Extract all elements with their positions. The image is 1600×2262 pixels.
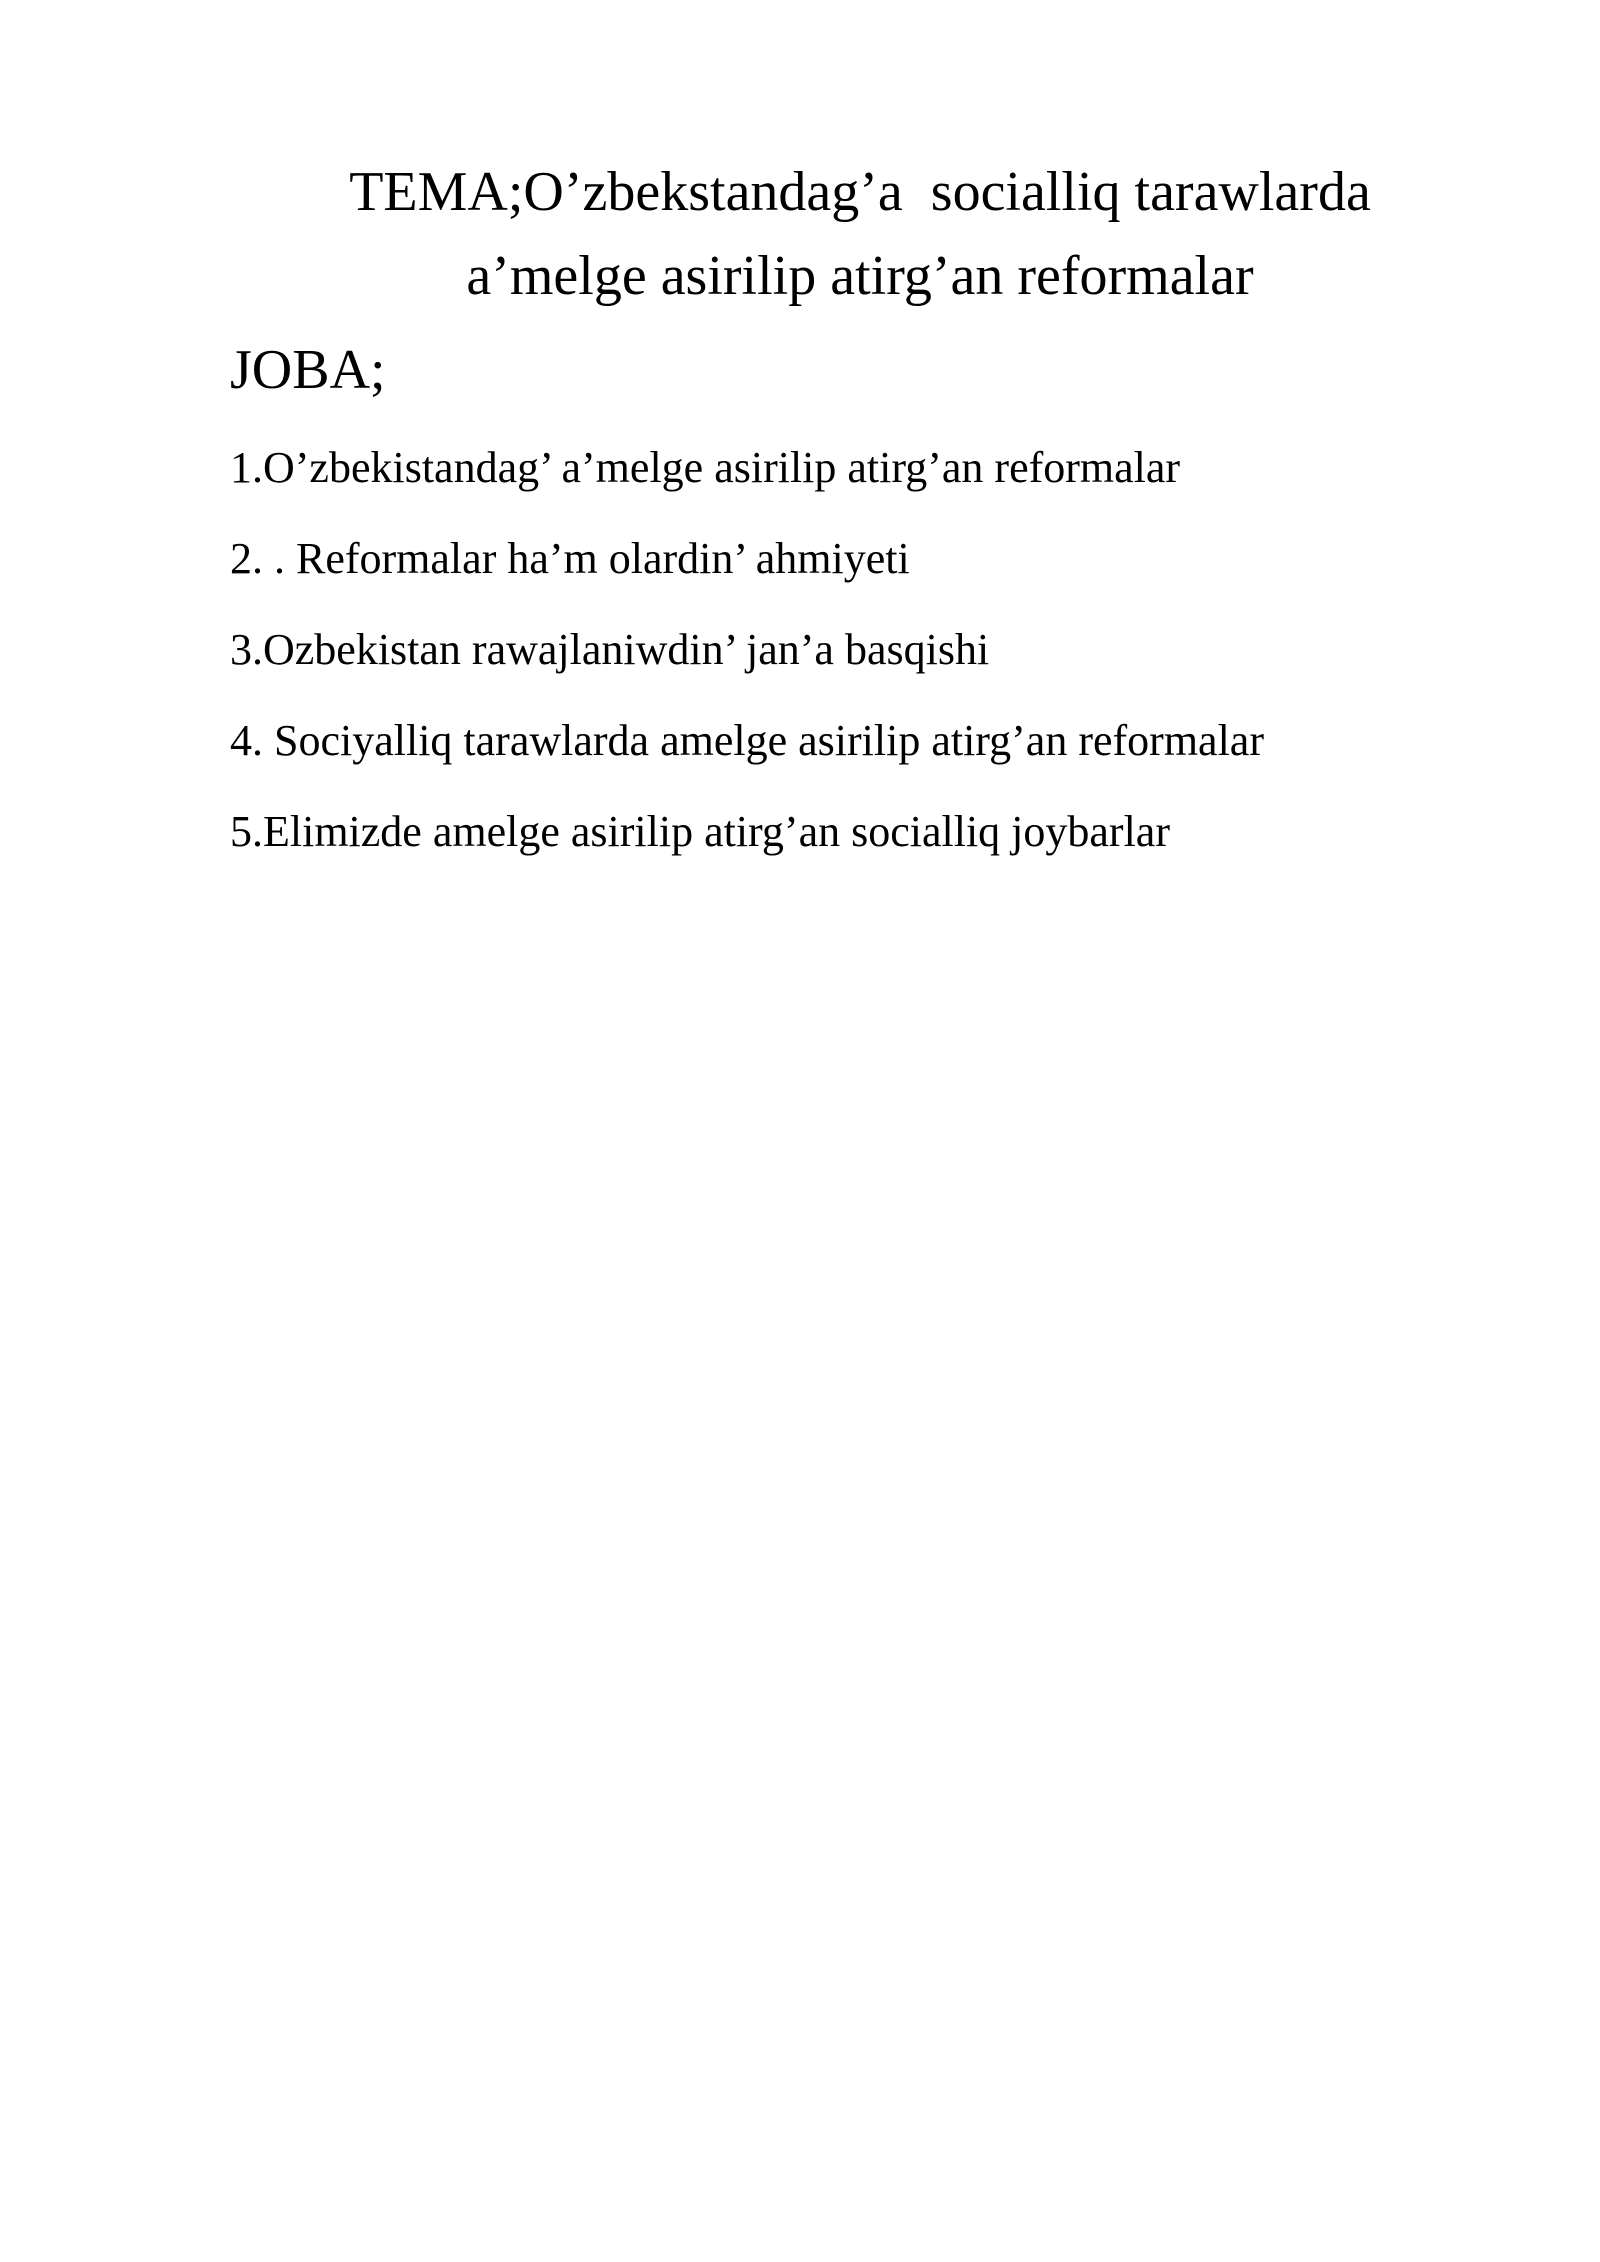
plan-item: 4. Sociyalliq tarawlarda amelge asirilip atirg’an reformalar — [230, 716, 1264, 765]
plan-item: 3.Ozbekistan rawajlaniwdin’ jan’a basqishi — [230, 625, 990, 674]
plan-heading: JOBA; — [230, 339, 386, 401]
title-line-1: TEMA;O’zbekstandag’a socialliq tarawlarda — [349, 161, 1371, 223]
plan-item: 1.O’zbekistandag’ a’melge asirilip atirg’an reformalar — [230, 443, 1181, 492]
title-line-2: a’melge asirilip atirg’an reformalar — [466, 245, 1254, 307]
plan-item: 5.Elimizde amelge asirilip atirg’an socialliq joybarlar — [230, 807, 1170, 856]
plan-item: 2. . Reformalar ha’m olardin’ ahmiyeti — [230, 534, 910, 583]
plan-list — [230, 440, 1264, 895]
document-title — [230, 150, 1490, 318]
